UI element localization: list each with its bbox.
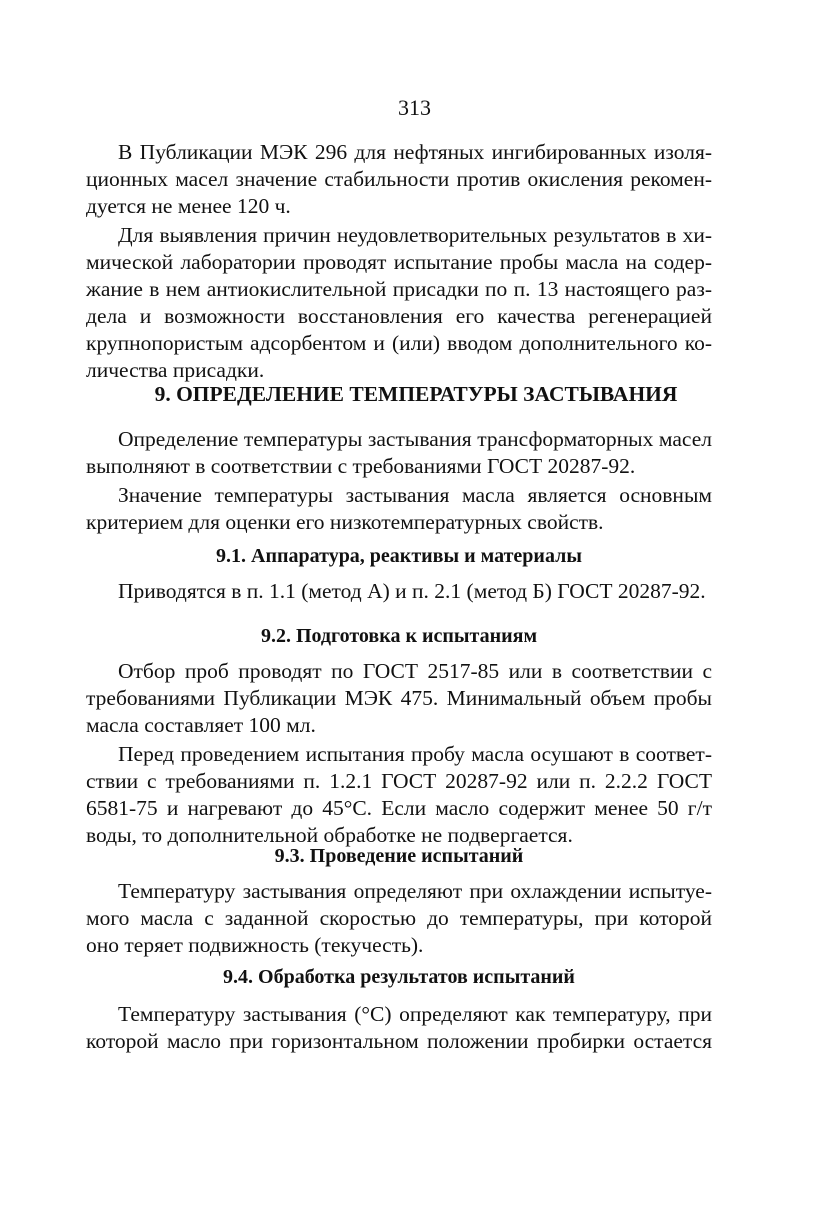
subsection-heading-9-1: 9.1. Аппаратура, реактивы и материалы	[216, 545, 582, 567]
text-line: Перед проведением испытания пробу масла осушают в соответ-	[118, 742, 712, 766]
text-line: мого масла с заданной скоростью до температуры, при которой	[86, 906, 712, 930]
text-line: воды, то дополнительной обработке не подвергается.	[86, 823, 573, 847]
text-line: критерием для оценки его низкотемпературных свойств.	[86, 510, 604, 534]
text-line: Температуру застывания (°С) определяют как температуру, при	[118, 1002, 712, 1026]
text-line: личества присадки.	[86, 358, 265, 382]
page-number: 313	[398, 95, 431, 120]
text-line: масла составляет 100 мл.	[86, 713, 316, 737]
text-line: Значение температуры застывания масла является основным	[118, 483, 712, 507]
subsection-heading-9-3: 9.3. Проведение испытаний	[274, 845, 524, 867]
text-line: Температуру застывания определяют при охлаждении испытуе-	[118, 879, 712, 903]
text-line: В Публикации МЭК 296 для нефтяных ингибированных изоля-	[118, 140, 712, 164]
section-heading: 9. ОПРЕДЕЛЕНИЕ ТЕМПЕРАТУРЫ ЗАСТЫВАНИЯ	[154, 382, 678, 406]
text-line: ционных масел значение стабильности против окисления рекомен-	[86, 167, 712, 191]
text-line: требованиями Публикации МЭК 475. Минимальный объем пробы	[86, 686, 712, 710]
text-line: крупнопористым адсорбентом и (или) вводом дополнительного ко-	[86, 331, 712, 355]
text-line: которой масло при горизонтальном положении пробирки остается	[86, 1029, 712, 1053]
subsection-heading-9-2: 9.2. Подготовка к испытаниям	[260, 625, 538, 647]
text-line: Приводятся в п. 1.1 (метод А) и п. 2.1 (метод Б) ГОСТ 20287-92.	[118, 579, 706, 603]
text-line: оно теряет подвижность (текучесть).	[86, 933, 424, 957]
text-line: выполняют в соответствии с требованиями ГОСТ 20287-92.	[86, 454, 636, 478]
text-line: дела и возможности восстановления его качества регенерацией	[86, 304, 712, 328]
text-line: дуется не менее 120 ч.	[86, 194, 291, 218]
text-line: 6581-75 и нагревают до 45°С. Если масло содержит менее 50 г/т	[86, 796, 712, 820]
text-line: мической лаборатории проводят испытание пробы масла на содер-	[86, 250, 712, 274]
text-line: жание в нем антиокислительной присадки по п. 13 настоящего раз-	[86, 277, 712, 301]
text-line: Для выявления причин неудовлетворительных результатов в хи-	[118, 223, 712, 247]
text-line: ствии с требованиями п. 1.2.1 ГОСТ 20287-92 или п. 2.2.2 ГОСТ	[86, 769, 712, 793]
text-line: Отбор проб проводят по ГОСТ 2517-85 или в соответствии с	[118, 659, 712, 683]
text-line: Определение температуры застывания трансформаторных масел	[118, 427, 712, 451]
subsection-heading-9-4: 9.4. Обработка результатов испытаний	[223, 966, 575, 988]
